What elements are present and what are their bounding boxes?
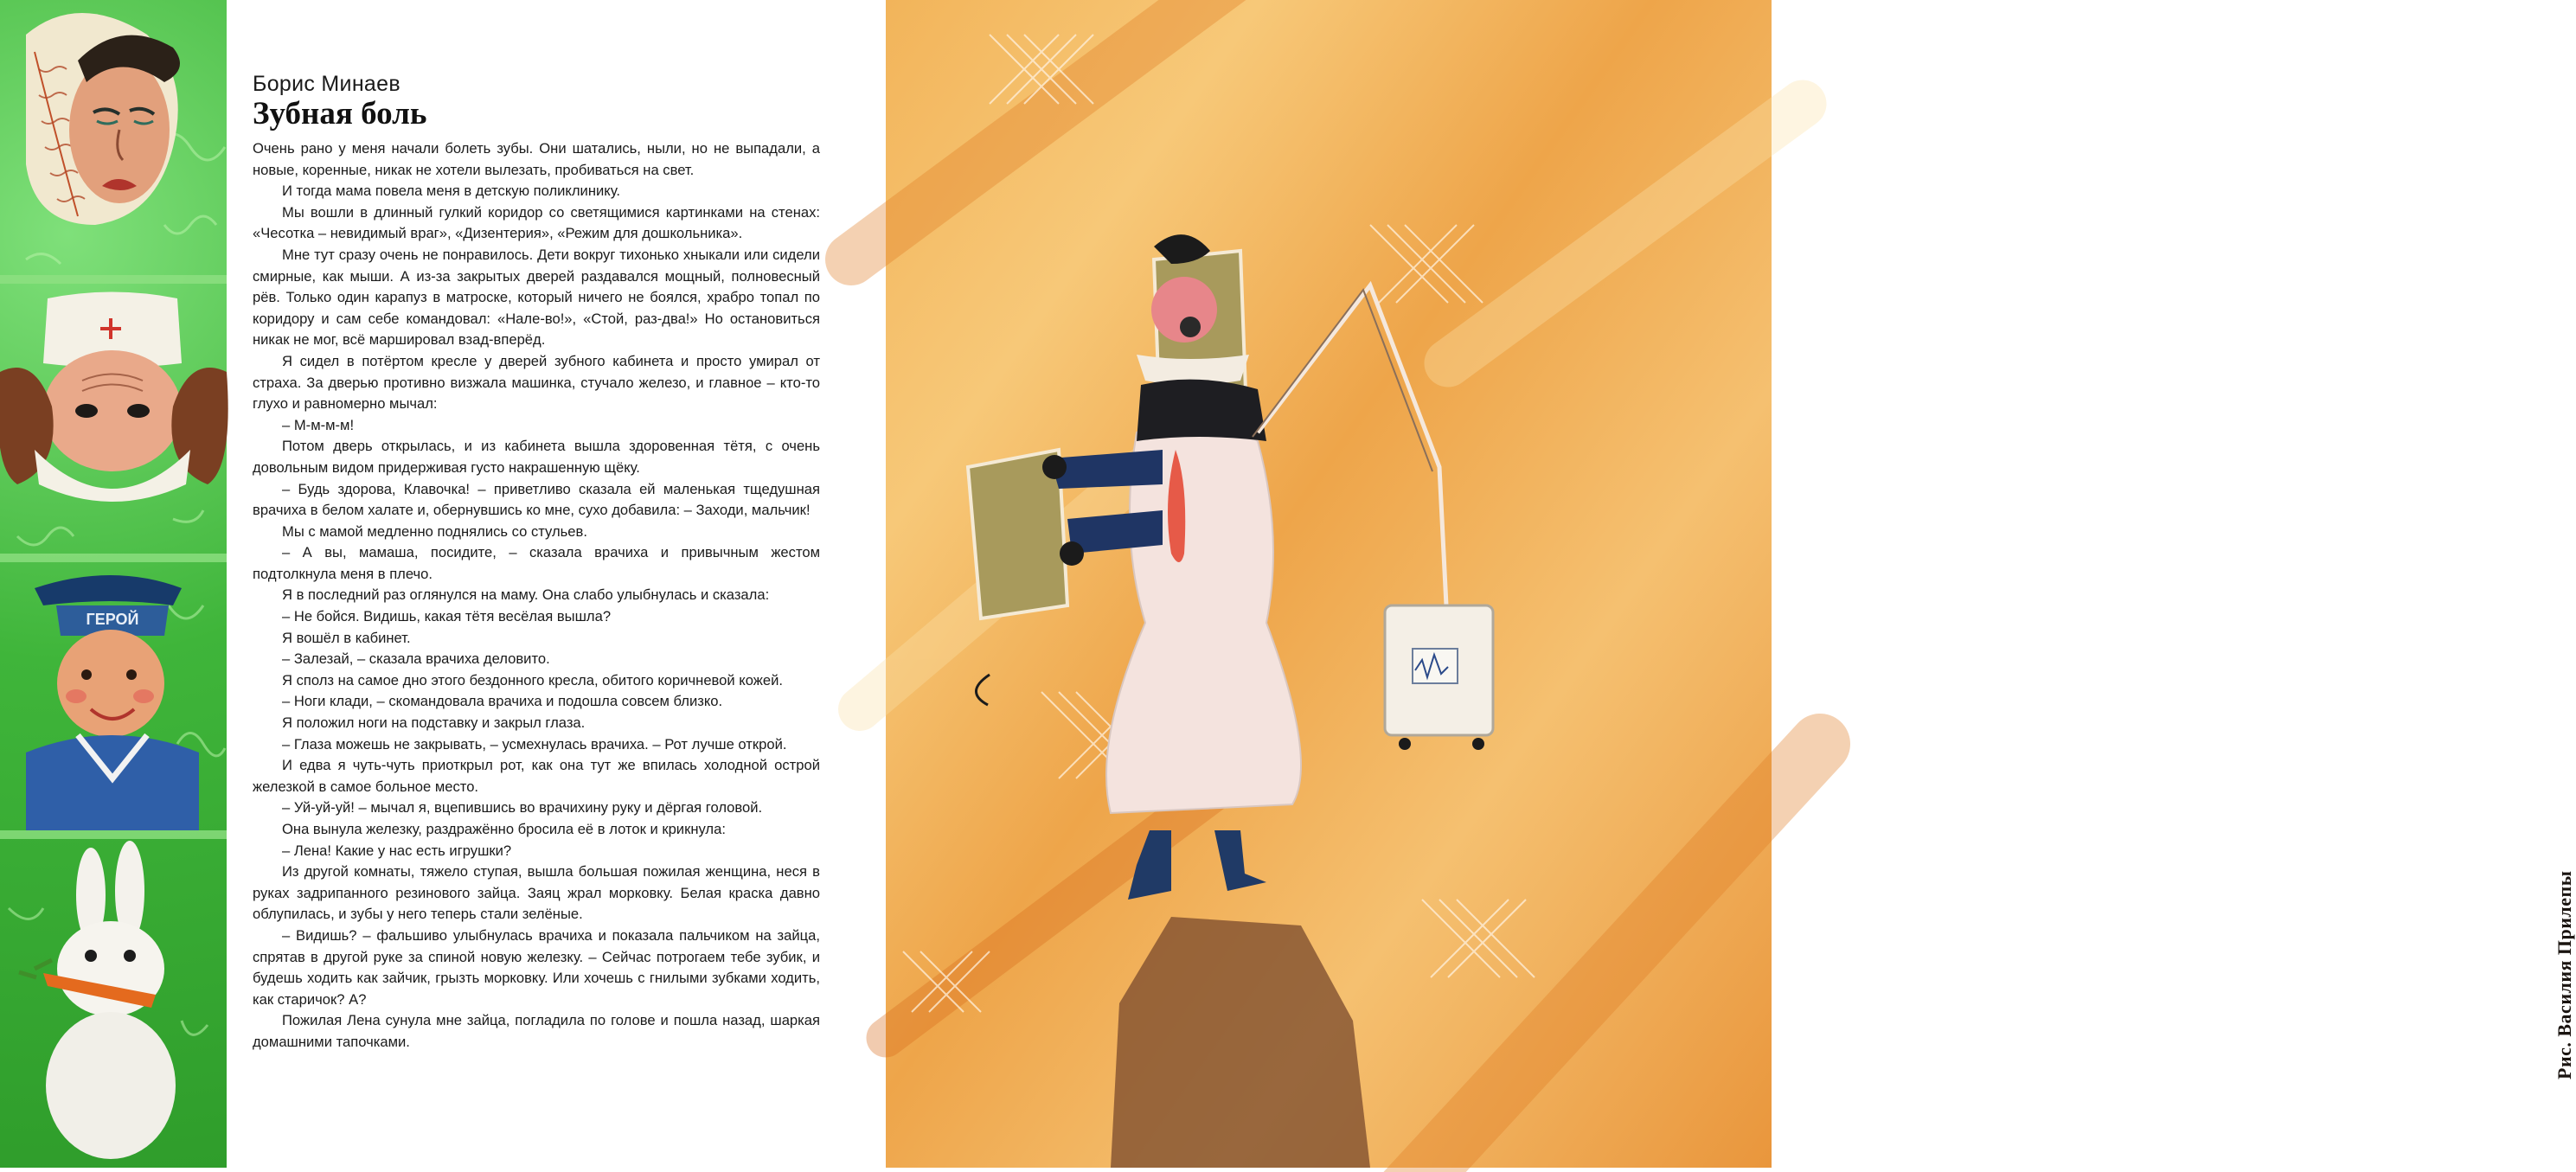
left-illustration-strip xyxy=(0,0,227,1168)
portrait-woman-scarf xyxy=(26,13,180,225)
story-paragraph: Очень рано у меня начали болеть зубы. Они шатались, ныли, но не выпадали, а новые, коренные, никак не хотели вылезать, пробиваться на свет. xyxy=(253,140,820,178)
story-body xyxy=(253,138,820,1054)
portrait-sailor-boy xyxy=(26,575,199,830)
story-paragraph: – Видишь? – фальшиво улыбнулась врачиха и показала пальчиком на зайца, спрятав в другой руке за спиной новую железку. – Сейчас потрогаем тебе зубик, и будешь ходить как зайчик, грызть морковку. Или хочешь с гнилыми зубками ходить, как старичок? А? xyxy=(253,926,820,1008)
illustrator-credit: Рис. Василия Прилепы xyxy=(2554,870,2575,1079)
story-paragraph: Она вынула железку, раздражённо бросила её в лоток и крикнула: xyxy=(282,821,726,837)
floor-shadow xyxy=(1111,917,1370,1168)
story-paragraph: Мы вошли в длинный гулкий коридор со светящимися картинками на стенах: «Чесотка – невидимый враг», «Дизентерия», «Режим для дошкольника». xyxy=(253,203,820,242)
story-paragraph: И тогда мама повела меня в детскую поликлинику. xyxy=(282,183,620,200)
portrait-rabbit-carrot xyxy=(19,841,176,1159)
story-paragraph: Потом дверь открылась, и из кабинета вышла здоровенная тётя, с очень довольным видом придерживая густо накрашенную щёку. xyxy=(253,438,820,476)
portrait-nurse xyxy=(0,292,228,503)
story-paragraph: – Не бойся. Видишь, какая тётя весёлая вышла? xyxy=(282,608,612,625)
story-paragraph: – Лена! Какие у нас есть игрушки? xyxy=(282,842,512,859)
story-paragraph: И едва я чуть-чуть приоткрыл рот, как она тут же впилась холодной острой железкой в самое больное место. xyxy=(253,757,820,795)
story-paragraph: Я положил ноги на подставку и закрыл глаза. xyxy=(282,714,586,732)
story-paragraph: – Залезай, – сказала врачиха деловито. xyxy=(282,650,550,668)
story-title: Зубная боль xyxy=(253,96,427,131)
story-paragraph: Я сполз на самое дно этого бездонного кресла, обитого коричневой кожей. xyxy=(282,671,783,688)
strip-portraits-art xyxy=(0,0,227,1168)
story-paragraph: – Будь здорова, Клавочка! – приветливо сказала ей маленькая тщедушная врачиха в белом халате и, обернувшись ко мне, сухо добавила: – Заходи, мальчик! xyxy=(253,480,820,519)
story-paragraph: Я вошёл в кабинет. xyxy=(282,629,411,646)
story-paragraph: Из другой комнаты, тяжело ступая, вышла большая пожилая женщина, неся в руках задрипанного резинового зайца. Заяц жрал морковку. Белая краска давно облупилась, и зубы у него теперь стали зелёные. xyxy=(253,863,820,923)
story-paragraph: Мы с мамой медленно поднялись со стульев. xyxy=(282,522,587,540)
story-paragraph: – Глаза можешь не закрывать, – усмехнулась врачиха. – Рот лучше открой. xyxy=(282,735,787,753)
right-illustration-dentist xyxy=(886,0,2575,1168)
dentist-painting xyxy=(886,0,1772,1168)
story-paragraph: Пожилая Лена сунула мне зайца, погладила по голове и пошла назад, шаркая домашними тапочками. xyxy=(253,1012,820,1050)
sailor-cap-text: ГЕРОЙ xyxy=(86,611,139,628)
story-paragraph: – А вы, мамаша, посидите, – сказала врачиха и привычным жестом подтолкнула меня в плечо. xyxy=(253,544,820,582)
story-author: Борис Минаев xyxy=(253,72,400,96)
story-paragraph: Мне тут сразу очень не понравилось. Дети вокруг тихонько хныкали или сидели смирные, как мыши. А из-за закрытых дверей раздавался мощный, полновесный рёв. Только один карапуз в матроске, который ничего не боялся, храбро топал по коридору и сам себе командовал: «Нале-во!», «Стой, раз-два!» Но остановиться никак не мог, всё маршировал взад-вперёд. xyxy=(253,246,820,349)
story-paragraph: Я сидел в потёртом кресле у дверей зубного кабинета и просто умирал от страха. За дверью противно визжала машинка, стучало железо, и главное – кто-то глухо и равномерно мычал: xyxy=(253,352,820,413)
story-paragraph: – М-м-м-м! xyxy=(282,416,355,433)
story-text-column xyxy=(253,73,820,1054)
story-paragraph: – Ноги клади, – скомандовала врачиха и подошла совсем близко. xyxy=(282,693,723,710)
story-paragraph: – Уй-уй-уй! – мычал я, вцепившись во врачихину руку и дёргая головой. xyxy=(282,799,763,817)
story-paragraph: Я в последний раз оглянулся на маму. Она слабо улыбнулась и сказала: xyxy=(282,586,770,604)
